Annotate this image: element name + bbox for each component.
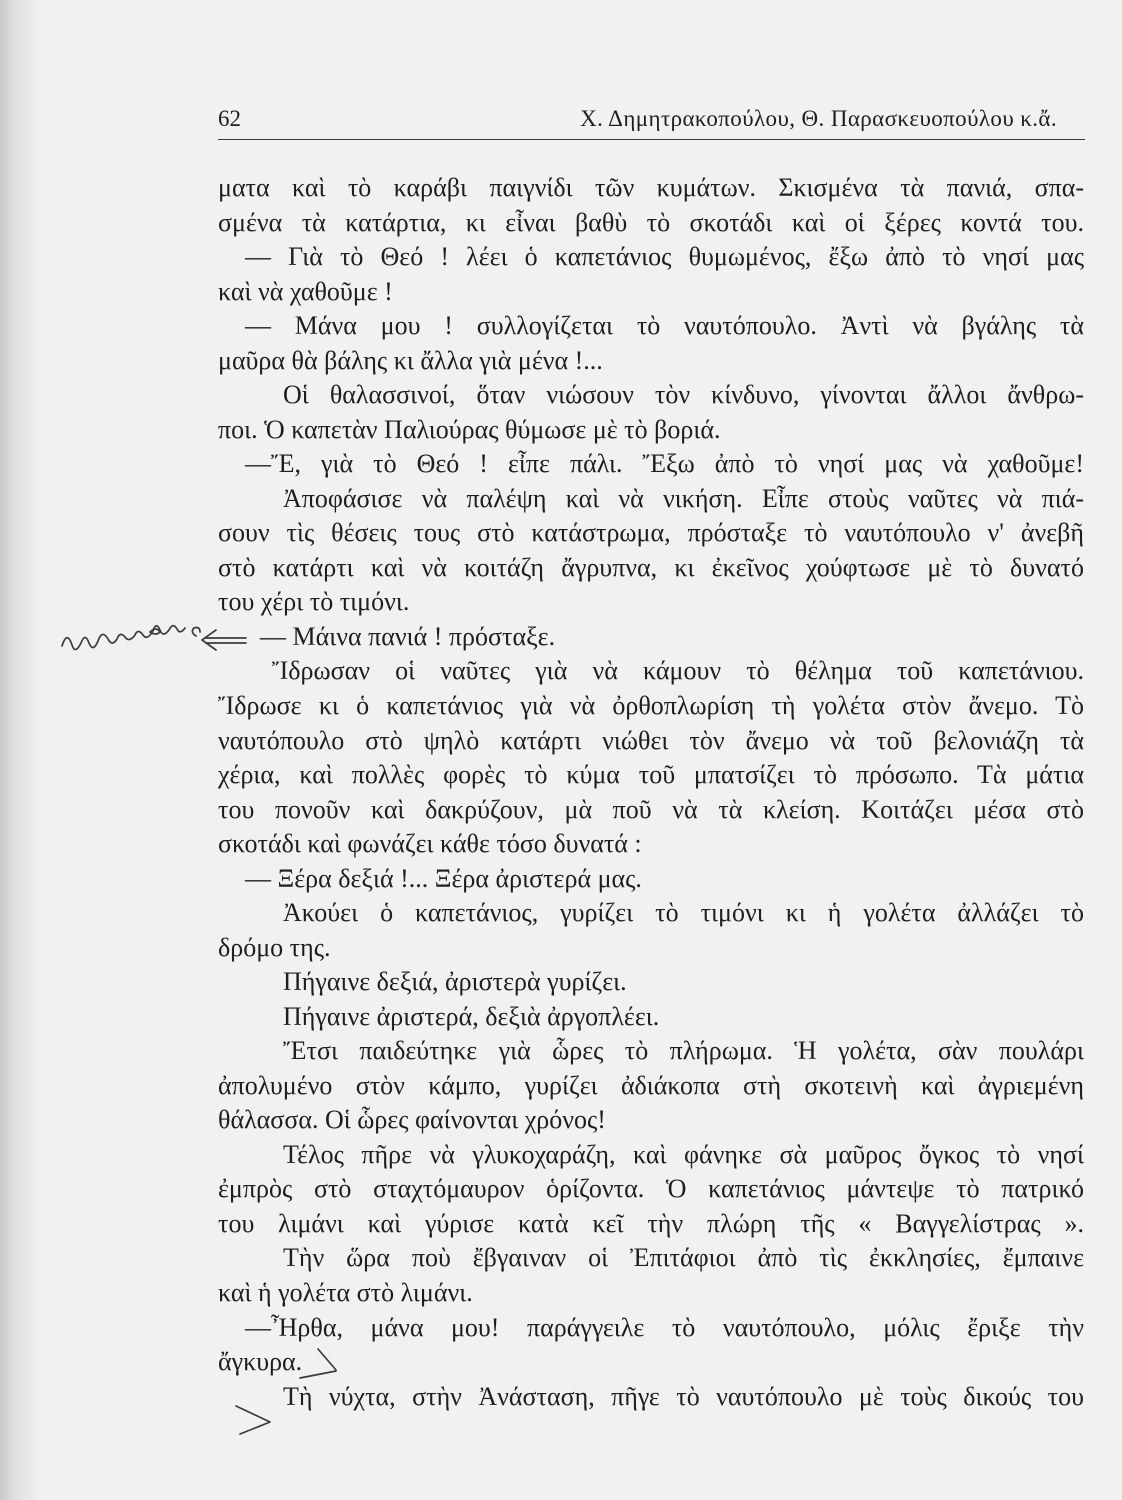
paragraph: [218, 171, 1084, 240]
handwritten-margin-note: [62, 626, 185, 650]
text-line: — Μάνα μου ! συλλογίζεται τὸ ναυτόπουλο. Ἀντὶ νὰ βγάλης τὰ: [245, 311, 1084, 341]
page-number: 62: [218, 106, 241, 131]
paragraph: [218, 965, 1084, 1000]
text-line: Τὴν ὥρα ποὺ ἔβγαιναν οἱ Ἐπιτάφιοι ἀπὸ τὶς ἐκκλησίες, ἔμπαινε: [283, 1243, 1084, 1273]
text-line: καὶ νὰ χαθοῦμε !: [218, 276, 393, 306]
text-line: ἐμπρὸς στὸ σταχτόμαυρον ὁρίζοντα. Ὁ καπετάνιος μάντεψε τὸ πατρικό: [218, 1174, 1084, 1204]
paragraph: [218, 1241, 1084, 1310]
paragraph: [218, 482, 1084, 620]
text-line: Ἔτσι παιδεύτηκε γιὰ ὧρες τὸ πλήρωμα. Ἡ γολέτα, σὰν πουλάρι: [283, 1036, 1084, 1066]
paragraph: [218, 1034, 1084, 1138]
paragraph: [218, 620, 1084, 655]
text-line: σουν τὶς θέσεις τους στὸ κατάστρωμα, πρόσταξε τὸ ναυτόπουλο ν' ἀνεβῆ: [218, 518, 1084, 548]
text-line: του λιμάνι καὶ γύρισε κατὰ κεῖ τὴν πλώρη τῆς « Βαγγελίστρας ».: [218, 1208, 1084, 1238]
text-line: —Ἔ, γιὰ τὸ Θεό ! εἶπε πάλι. Ἔξω ἀπὸ τὸ νησί μας νὰ χαθοῦμε!: [245, 449, 1084, 479]
text-line: Ἴδρωσαν οἱ ναῦτες γιὰ νὰ κάμουν τὸ θέλημα τοῦ καπετάνιου.: [272, 656, 1084, 686]
text-line: του χέρι τὸ τιμόνι.: [218, 587, 410, 617]
text-line: ναυτόπουλο στὸ ψηλὸ κατάρτι νιώθει τὸν ἄνεμο νὰ τοῦ βελονιάζη τὰ: [218, 725, 1084, 755]
text-line: Πήγαινε δεξιά, ἀριστερὰ γυρίζει.: [283, 967, 627, 997]
running-head: Χ. Δημητρακοπούλου, Θ. Παρασκευοπούλου κ.ἄ.: [580, 106, 1057, 131]
paragraph: [218, 1000, 1084, 1035]
text-line: —Ἦρθα, μάνα μου! παράγγειλε τὸ ναυτόπουλο, μόλις ἔριξε τὴν: [245, 1312, 1084, 1342]
text-line: Ἀποφάσισε νὰ παλέψη καὶ νὰ νικήση. Εἶπε στοὺς ναῦτες νὰ πιά-: [283, 483, 1084, 513]
handwritten-margin-note-extra: [150, 628, 200, 637]
text-line: ποι. Ὁ καπετὰν Παλιούρας θύμωσε μὲ τὸ βοριά.: [218, 414, 721, 444]
paragraph: [218, 447, 1084, 482]
paragraph: [218, 1311, 1084, 1380]
text-line: στὸ κατάρτι καὶ νὰ κοιτάζη ἄγρυπνα, κι ἐκεῖνος χούφτωσε μὲ τὸ δυνατό: [218, 552, 1084, 582]
text-line: Οἱ θαλασσινοί, ὅταν νιώσουν τὸν κίνδυνο, γίνονται ἄλλοι ἄνθρω-: [283, 380, 1084, 410]
page-header: [218, 102, 1085, 136]
text-line: σμένα τὰ κατάρτια, κι εἶναι βαθὺ τὸ σκοτάδι καὶ οἱ ξέρες κοντά του.: [218, 207, 1084, 237]
text-line: Τέλος πῆρε νὰ γλυκοχαράζη, καὶ φάνηκε σὰ μαῦρος ὄγκος τὸ νησί: [283, 1139, 1084, 1169]
paragraph: [218, 1138, 1084, 1242]
text-line: χέρια, καὶ πολλὲς φορὲς τὸ κύμα τοῦ μπατσίζει τὸ πρόσωπο. Τὰ μάτια: [218, 760, 1084, 790]
text-line: θάλασσα. Οἱ ὧρες φαίνονται χρόνος!: [218, 1105, 606, 1135]
paragraph: [218, 896, 1084, 965]
paragraph: [218, 240, 1084, 309]
header-rule: [218, 139, 1085, 140]
paragraph: [218, 862, 1084, 897]
text-line: μαῦρα θὰ βάλης κι ἄλλα γιὰ μένα !...: [218, 345, 603, 375]
text-line: — Γιὰ τὸ Θεό ! λέει ὁ καπετάνιος θυμωμένος, ἔξω ἀπὸ τὸ νησί μας: [245, 242, 1084, 272]
text-line: Τὴ νύχτα, στὴν Ἀνάσταση, πῆγε τὸ ναυτόπουλο μὲ τοὺς δικούς του: [283, 1381, 1084, 1411]
text-line: του πονοῦν καὶ δακρύζουν, μὰ ποῦ νὰ τὰ κλείση. Κοιτάζει μέσα στὸ: [218, 794, 1084, 824]
text-line: Ἀκούει ὁ καπετάνιος, γυρίζει τὸ τιμόνι κι ἡ γολέτα ἀλλάζει τὸ: [283, 898, 1084, 928]
text-line: καὶ ἡ γολέτα στὸ λιμάνι.: [218, 1278, 473, 1307]
text-line: — Μάινα πανιά ! πρόσταξε.: [260, 621, 556, 651]
page-edge-shadow: [0, 0, 40, 1500]
text-line: σκοτάδι καὶ φωνάζει κάθε τόσο δυνατά :: [218, 829, 642, 859]
text-body: [218, 171, 1084, 1414]
paragraph: [218, 309, 1084, 378]
text-line: Πήγαινε ἀριστερά, δεξιὰ ἀργοπλέει.: [283, 1001, 660, 1031]
text-line: — Ξέρα δεξιά !... Ξέρα ἀριστερά μας.: [245, 863, 642, 893]
paragraph: [218, 1380, 1084, 1415]
text-line: ματα καὶ τὸ καράβι παιγνίδι τῶν κυμάτων. Σκισμένα τὰ πανιά, σπα-: [218, 173, 1084, 202]
text-line: ἀπολυμένο στὸν κάμπο, γυρίζει ἀδιάκοπα στὴ σκοτεινὴ καὶ ἀγριεμένη: [218, 1070, 1084, 1100]
text-line: Ἴδρωσε κι ὁ καπετάνιος γιὰ νὰ ὀρθοπλωρίση τὴ γολέτα στὸν ἄνεμο. Τὸ: [218, 690, 1084, 720]
paragraph: [218, 654, 1084, 861]
text-line: ἄγκυρα.: [218, 1347, 303, 1377]
text-line: δρόμο της.: [218, 932, 331, 962]
paragraph: [218, 378, 1084, 447]
